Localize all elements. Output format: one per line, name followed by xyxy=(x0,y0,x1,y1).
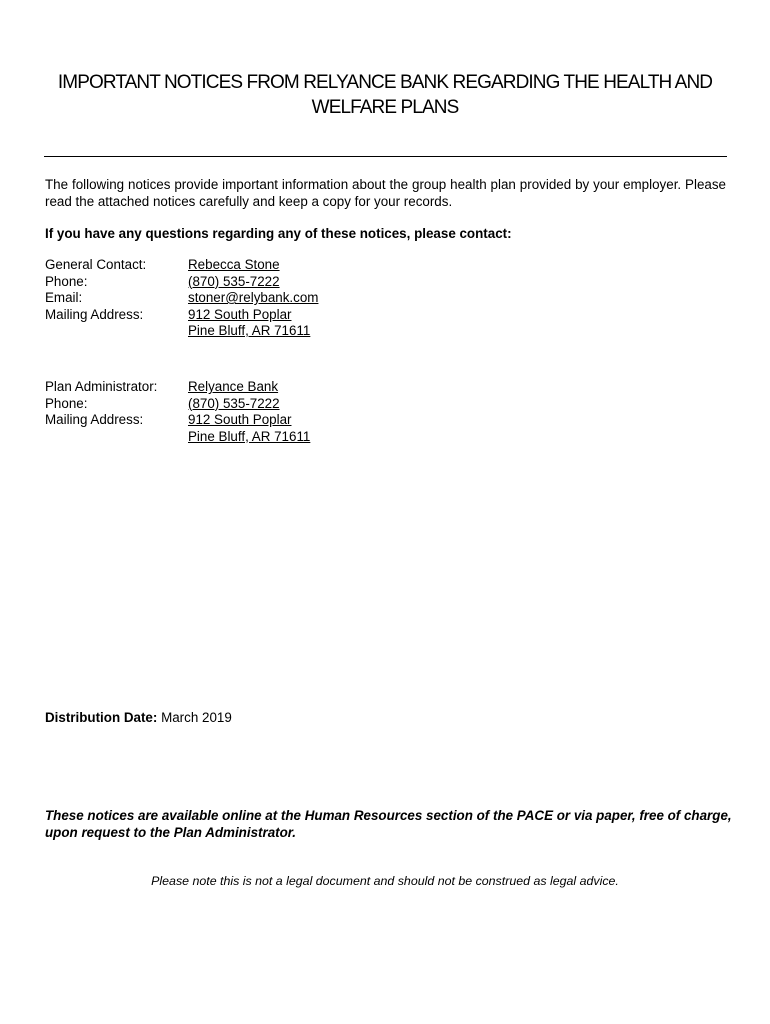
contact-label: Mailing Address: xyxy=(45,412,144,427)
contact-label: Phone: xyxy=(45,273,88,289)
title-line-1: IMPORTANT NOTICES FROM RELYANCE BANK REGARDING THE HEALTH AND xyxy=(57,72,713,93)
legal-disclaimer: Please note this is not a legal document and should not be construed as legal advice. xyxy=(151,874,619,888)
plan-administrator-block xyxy=(45,379,310,445)
title-line-2: WELFARE PLANS xyxy=(311,97,459,118)
email-link[interactable]: stoner@relybank.com xyxy=(188,290,319,305)
contact-label: Mailing Address: xyxy=(45,306,144,322)
address-street-link[interactable]: 912 South Poplar xyxy=(188,412,292,427)
contact-row xyxy=(45,274,318,291)
contact-label: General Contact: xyxy=(45,257,147,272)
contact-row xyxy=(45,396,310,413)
contact-label: Plan Administrator: xyxy=(45,379,158,394)
title-divider xyxy=(44,156,727,157)
document-title xyxy=(40,70,730,120)
contact-label: Phone: xyxy=(45,395,88,411)
contact-row xyxy=(45,379,310,396)
distribution-date-value: March 2019 xyxy=(161,710,232,725)
contact-row xyxy=(45,412,310,429)
administrator-name-link[interactable]: Relyance Bank xyxy=(188,379,279,394)
contact-label xyxy=(45,429,188,446)
contact-row xyxy=(45,323,318,340)
contact-row xyxy=(45,290,318,307)
address-street-link[interactable]: 912 South Poplar xyxy=(188,306,292,322)
contact-name-link[interactable]: Rebecca Stone xyxy=(188,257,280,272)
general-contact-block xyxy=(45,257,318,340)
contact-row xyxy=(45,429,310,446)
availability-notice: These notices are available online at the Human Resources section of the PACE or via paper, free of charge, upon request to the Plan Administrator. xyxy=(45,808,732,840)
distribution-date-label: Distribution Date: xyxy=(45,710,158,725)
contact-label xyxy=(45,323,188,340)
intro-paragraph: The following notices provide important information about the group health plan provided by your employer. Please read the attached notices carefully and keep a copy for your records. xyxy=(45,177,726,209)
contact-row xyxy=(45,257,318,274)
address-city-link[interactable]: Pine Bluff, AR 71611 xyxy=(188,428,311,444)
phone-link[interactable]: (870) 535-7222 xyxy=(188,395,280,411)
contact-row xyxy=(45,307,318,324)
distribution-date xyxy=(45,710,232,726)
address-city-link[interactable]: Pine Bluff, AR 71611 xyxy=(188,323,311,338)
phone-link[interactable]: (870) 535-7222 xyxy=(188,273,280,289)
contact-question: If you have any questions regarding any of these notices, please contact: xyxy=(45,226,512,241)
contact-label: Email: xyxy=(45,290,83,305)
